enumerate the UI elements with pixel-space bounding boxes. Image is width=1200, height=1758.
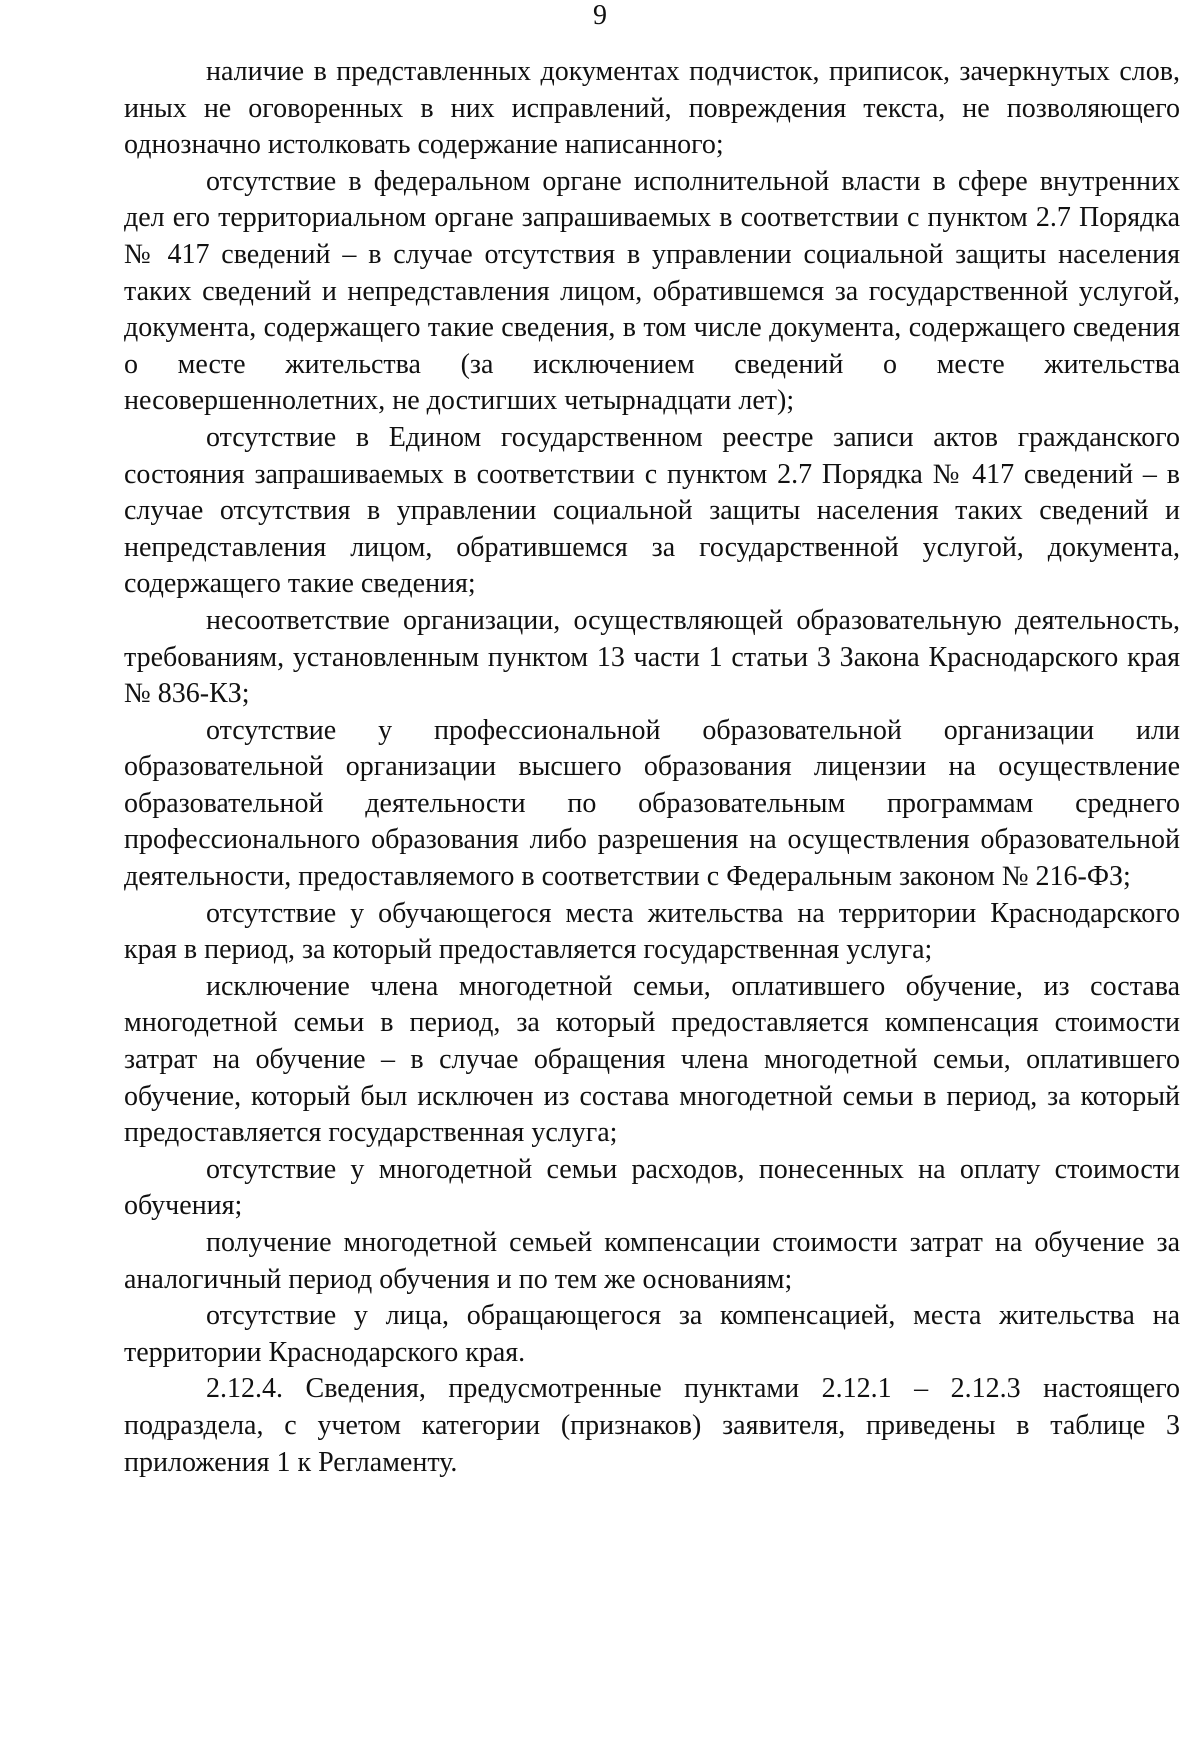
paragraph: отсутствие в федеральном органе исполнительной власти в сфере внутренних дел его территориальном органе запрашиваемых в соответствии с пунктом 2.7 Порядка № 417 сведений – в случае отсутствия в управлении социальной защиты населения таких сведений и непредставления лицом, обратившемся за государственной услугой, документа, содержащего такие сведения, в том числе документа, содержащего сведения о месте жительства (за исключением сведений о месте жительства несовершеннолетних, не достигших четырнадцати лет); — [124, 165, 1180, 417]
paragraph: отсутствие у обучающегося места жительства на территории Краснодарского края в период, за который предоставляется государственная услуга; — [124, 897, 1180, 966]
paragraph: отсутствие в Едином государственном реестре записи актов гражданского состояния запрашиваемых в соответствии с пунктом 2.7 Порядка № 417 сведений – в случае отсутствия в управлении социальной защиты населения таких сведений и непредставления лицом, обратившемся за государственной услугой, документа, содержащего такие сведения; — [124, 421, 1180, 600]
paragraph: отсутствие у многодетной семьи расходов, понесенных на оплату стоимости обучения; — [124, 1153, 1180, 1222]
document-body — [124, 54, 1180, 1481]
page-number: 9 — [593, 0, 607, 31]
paragraph: получение многодетной семьей компенсации стоимости затрат на обучение за аналогичный период обучения и по тем же основаниям; — [124, 1227, 1180, 1295]
paragraph: исключение члена многодетной семьи, оплатившего обучение, из состава многодетной семьи в период, за который предоставляется компенсация стоимости затрат на обучение – в случае обращения члена многодетной семьи, оплатившего обучение, который был исключен из состава многодетной семьи в период, за который предоставляется государственная услуга; — [124, 970, 1180, 1149]
paragraph: отсутствие у профессиональной образовательной организации или образовательной организации высшего образования лицензии на осуществление образовательной деятельности по образовательным программам среднего профессионального образования либо разрешения на осуществления образовательной деятельности, предоставляемого в соответствии с Федеральным законом № 216-ФЗ; — [124, 714, 1180, 893]
paragraph: несоответствие организации, осуществляющей образовательную деятельность, требованиям, установленным пунктом 13 части 1 статьи 3 Закона Краснодарского края № 836-КЗ; — [124, 604, 1180, 710]
paragraph-section-2-12-4: 2.12.4. Сведения, предусмотренные пунктами 2.12.1 – 2.12.3 настоящего подраздела, с учетом категории (признаков) заявителя, приведены в таблице 3 приложения 1 к Регламенту. — [124, 1373, 1180, 1478]
paragraph: отсутствие у лица, обращающегося за компенсацией, места жительства на территории Краснодарского края. — [124, 1300, 1180, 1368]
paragraph: наличие в представленных документах подчисток, приписок, зачеркнутых слов, иных не оговоренных в них исправлений, повреждения текста, не позволяющего однозначно истолковать содержание написанного; — [124, 56, 1180, 161]
